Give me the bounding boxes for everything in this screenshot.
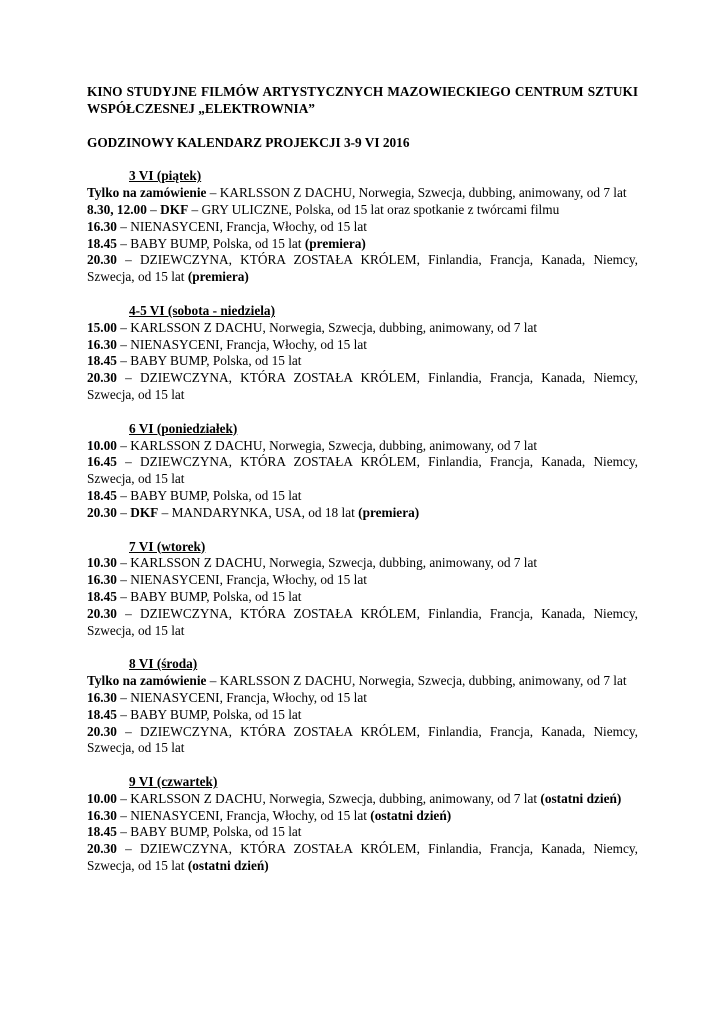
screening-time: 15.00 — [87, 319, 117, 335]
day-block — [87, 303, 638, 404]
screening-time: 18.45 — [87, 706, 117, 722]
screening-entry — [87, 320, 638, 337]
screening-details: – KARLSSON Z DACHU, Norwegia, Szwecja, dubbing, animowany, od 7 lat — [116, 319, 538, 335]
screening-time: Tylko na zamówienie — [87, 673, 207, 689]
screening-tag: DKF — [130, 504, 159, 520]
screening-details: – NIENASYCENI, Francja, Włochy, od 15 lat — [116, 572, 367, 588]
screening-details: – KARLSSON Z DACHU, Norwegia, Szwecja, dubbing, animowany, od 7 lat — [206, 673, 627, 689]
day-heading: 3 VI (piątek) — [129, 168, 202, 184]
screening-entry — [87, 690, 638, 707]
screening-entry — [87, 606, 638, 640]
screening-details: – DZIEWCZYNA, KTÓRA ZOSTAŁA KRÓLEM, Finlandia, Francja, Kanada, Niemcy, Szwecja, od 15 lat — [87, 841, 638, 874]
screening-time: 20.30 — [87, 370, 117, 386]
day-heading: 6 VI (poniedziałek) — [129, 420, 238, 436]
screening-note: (premiera) — [304, 235, 366, 251]
screening-details: – BABY BUMP, Polska, od 15 lat — [116, 588, 302, 604]
day-heading: 9 VI (czwartek) — [129, 774, 218, 790]
screening-note: (ostatni dzień) — [370, 807, 452, 823]
screening-entry — [87, 488, 638, 505]
screening-details: – DZIEWCZYNA, KTÓRA ZOSTAŁA KRÓLEM, Finlandia, Francja, Kanada, Niemcy, Szwecja, od 15 lat — [87, 252, 638, 285]
screening-entry — [87, 438, 638, 455]
screening-details: – BABY BUMP, Polska, od 15 lat — [116, 706, 302, 722]
schedule-subtitle: GODZINOWY KALENDARZ PROJEKCJI 3-9 VI 2016 — [87, 134, 410, 150]
screening-details: – BABY BUMP, Polska, od 15 lat — [116, 235, 305, 251]
screening-entry — [87, 724, 638, 758]
screening-time: Tylko na zamówienie — [87, 185, 207, 201]
screening-details: – BABY BUMP, Polska, od 15 lat — [116, 824, 302, 840]
screening-entry — [87, 454, 638, 488]
screening-entry: 20.30 – DKF – MANDARYNKA, USA, od 18 lat (premiera) — [87, 504, 420, 520]
screening-details: – KARLSSON Z DACHU, Norwegia, Szwecja, dubbing, animowany, od 7 lat — [116, 555, 538, 571]
document-page — [87, 84, 638, 875]
screening-entry — [87, 589, 638, 606]
screening-details: – BABY BUMP, Polska, od 15 lat — [116, 487, 302, 503]
day-heading: 7 VI (wtorek) — [129, 538, 206, 554]
screening-details: – DZIEWCZYNA, KTÓRA ZOSTAŁA KRÓLEM, Finlandia, Francja, Kanada, Niemcy, Szwecja, od 15 lat — [87, 370, 638, 402]
screening-time: 18.45 — [87, 235, 117, 251]
day-block — [87, 421, 638, 522]
screening-details: – DZIEWCZYNA, KTÓRA ZOSTAŁA KRÓLEM, Finlandia, Francja, Kanada, Niemcy, Szwecja, od 15 lat — [87, 454, 638, 487]
screening-details: – NIENASYCENI, Francja, Włochy, od 15 lat — [116, 689, 367, 705]
screening-details: – NIENASYCENI, Francja, Włochy, od 15 lat — [116, 218, 367, 234]
document-title: KINO STUDYJNE FILMÓW ARTYSTYCZNYCH MAZOWIECKIEGO CENTRUM SZTUKI WSPÓŁCZESNEJ „ELEKTROWNIA” — [87, 84, 638, 116]
screening-entry — [87, 841, 638, 875]
screening-time: 20.30 — [87, 504, 117, 520]
screening-entry — [87, 707, 638, 724]
screening-entry — [87, 236, 638, 253]
screening-tag: DKF — [160, 201, 189, 217]
screening-details: – KARLSSON Z DACHU, Norwegia, Szwecja, dubbing, animowany, od 7 lat — [116, 790, 541, 806]
screening-time: 16.30 — [87, 689, 117, 705]
screening-time: 18.45 — [87, 824, 117, 840]
day-heading: 8 VI (środa) — [129, 656, 198, 672]
screening-time: 8.30, 12.00 — [87, 201, 147, 217]
schedule-days — [87, 168, 638, 874]
screening-time: 10.30 — [87, 555, 117, 571]
screening-time: 16.30 — [87, 572, 117, 588]
screening-details: – BABY BUMP, Polska, od 15 lat — [116, 353, 302, 369]
screening-details: – NIENASYCENI, Francja, Włochy, od 15 lat — [116, 336, 367, 352]
screening-time: 20.30 — [87, 605, 117, 621]
screening-details: – GRY ULICZNE, Polska, od 15 lat oraz spotkanie z twórcami filmu — [188, 201, 560, 217]
screening-details: – DZIEWCZYNA, KTÓRA ZOSTAŁA KRÓLEM, Finlandia, Francja, Kanada, Niemcy, Szwecja, od 15 lat — [87, 605, 638, 638]
screening-time: 18.45 — [87, 588, 117, 604]
screening-entry — [87, 252, 638, 286]
screening-details: – KARLSSON Z DACHU, Norwegia, Szwecja, dubbing, animowany, od 7 lat — [116, 437, 538, 453]
screening-note: (ostatni dzień) — [187, 858, 269, 874]
screening-time: 20.30 — [87, 252, 117, 268]
day-heading: 4-5 VI (sobota - niedziela) — [129, 302, 276, 318]
screening-details: – DZIEWCZYNA, KTÓRA ZOSTAŁA KRÓLEM, Finlandia, Francja, Kanada, Niemcy, Szwecja, od 15 lat — [87, 723, 638, 756]
screening-entry — [87, 808, 638, 825]
screening-time: 20.30 — [87, 841, 117, 857]
day-block — [87, 168, 638, 286]
screening-time: 20.30 — [87, 723, 117, 739]
screening-note: (premiera) — [358, 504, 420, 520]
day-block — [87, 656, 638, 757]
screening-entry: 8.30, 12.00 – DKF – GRY ULICZNE, Polska, od 15 lat oraz spotkanie z twórcami filmu — [87, 201, 560, 217]
screening-note: (ostatni dzień) — [540, 790, 622, 806]
screening-time: 16.30 — [87, 336, 117, 352]
screening-entry — [87, 673, 638, 690]
screening-time: 18.45 — [87, 487, 117, 503]
day-block — [87, 774, 638, 875]
screening-note: (premiera) — [187, 269, 249, 285]
screening-time: 16.30 — [87, 218, 117, 234]
screening-time: 16.45 — [87, 454, 117, 470]
screening-time: 16.30 — [87, 807, 117, 823]
screening-details: – NIENASYCENI, Francja, Włochy, od 15 lat — [116, 807, 371, 823]
screening-entry — [87, 219, 638, 236]
screening-time: 10.00 — [87, 437, 117, 453]
screening-entry — [87, 555, 638, 572]
day-block — [87, 539, 638, 640]
screening-entry — [87, 791, 638, 808]
screening-entry — [87, 370, 638, 404]
screening-time: 10.00 — [87, 790, 117, 806]
screening-details: – KARLSSON Z DACHU, Norwegia, Szwecja, dubbing, animowany, od 7 lat — [206, 185, 627, 201]
screening-time: 18.45 — [87, 353, 117, 369]
screening-entry — [87, 824, 638, 841]
screening-details: – MANDARYNKA, USA, od 18 lat — [158, 504, 359, 520]
screening-entry — [87, 337, 638, 354]
screening-entry — [87, 572, 638, 589]
screening-entry — [87, 185, 638, 202]
screening-entry — [87, 353, 638, 370]
